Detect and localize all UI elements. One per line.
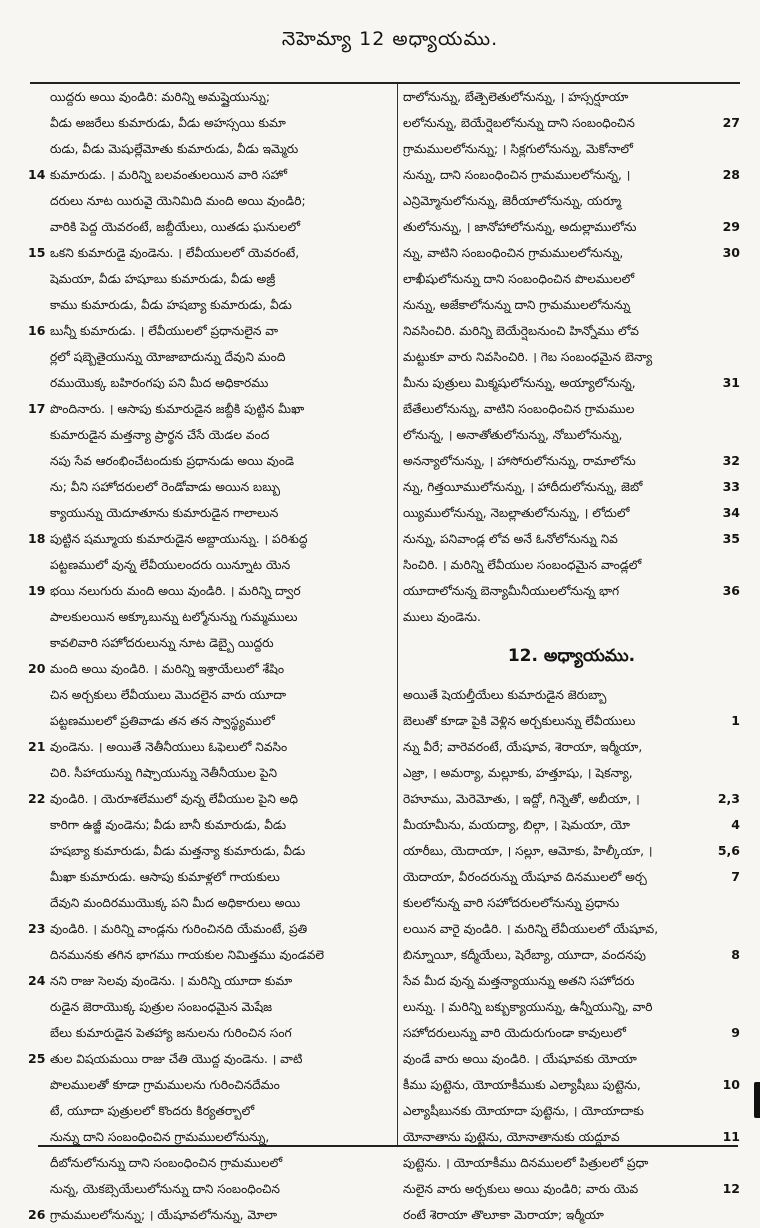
text-line	[28, 1176, 395, 1202]
line-text: పట్టణములో వున్న లేవీయులందరు యిన్నూట యెన	[50, 558, 291, 572]
line-text: తులోనున్ను, । జానోహాలోనున్ను, అదుల్లాములోను	[403, 220, 637, 234]
line-text: నులైన వారు అర్చకులు అయి వుండిరి; వారు యెవ	[403, 1182, 639, 1196]
text-line	[28, 760, 395, 786]
page-header	[40, 0, 740, 82]
verse-number: 8	[729, 942, 740, 968]
text-line	[403, 942, 740, 968]
line-text: మీను పుత్రులు మిక్మషులోనున్ను, అయ్యాలోనున్న,	[403, 376, 636, 390]
text-line	[28, 1020, 395, 1046]
text-line	[28, 318, 395, 344]
line-text: పుట్టిన షమ్మూయ కుమారుడైన అబ్దాయున్ను. । పరిశుద్ధ	[50, 532, 308, 546]
right-column	[403, 84, 740, 1228]
line-text: దేవుని మందిరముయొక్క పని మీద అధికారులు అయి	[50, 896, 301, 910]
line-text: యోనాతాను పుట్టెను, యోనాతానుకు యద్దూవ	[403, 1130, 620, 1144]
text-line	[28, 656, 395, 682]
text-line	[28, 942, 395, 968]
text-line	[28, 604, 395, 630]
verse-number: 5,6	[716, 838, 740, 864]
text-line	[28, 994, 395, 1020]
line-text: రుడు, వీడు మెషుల్లేమోతు కుమారుడు, వీడు ఇమ్మెరు	[50, 142, 299, 156]
line-text: రంటే శెరాయా తొలూకా మెరాయా; ఇర్మీయా	[403, 1208, 604, 1222]
text-line	[28, 292, 395, 318]
text-line	[403, 422, 740, 448]
text-line	[403, 1020, 740, 1046]
text-line	[28, 214, 395, 240]
text-line	[28, 916, 395, 942]
verse-number: 4	[729, 812, 740, 838]
text-line	[28, 838, 395, 864]
text-line	[403, 396, 740, 422]
verse-number: 24	[28, 973, 46, 988]
verse-number: 17	[28, 401, 46, 416]
line-text: రెహూము, మెరెమోతు, । ఇద్దో, గిన్నెతో, అబీయా, ।	[403, 792, 640, 806]
line-text: నున్ను, పనివాండ్ల లోవ అనే ఓనోలోనున్ను నివ	[403, 532, 618, 546]
line-text: చిన అర్చకులు లేవీయులు మొదలైన వారు యూదా	[50, 688, 287, 702]
text-line	[403, 890, 740, 916]
line-text: యెదాయా, వీరందరున్ను యేషూవ దినములలో అర్చ	[403, 870, 647, 884]
line-text: లాఖీషులోనున్ను దాని సంబంధించిన పొలములలో	[403, 272, 635, 286]
text-line	[28, 240, 395, 266]
verse-number: 7	[729, 864, 740, 890]
text-line	[28, 396, 395, 422]
verse-number: 36	[721, 578, 740, 604]
verse-number: 16	[28, 323, 46, 338]
line-text: గ్రామములలోనున్ను; । యేషూవలోనున్ను, మోలా	[50, 1208, 277, 1222]
text-line	[28, 84, 395, 110]
verse-number: 14	[28, 167, 46, 182]
text-line	[403, 214, 740, 240]
line-text: కులలోనున్న వారి సహోదరులలోనున్ను ప్రధాను	[403, 896, 620, 910]
line-text: ములు వుండెను.	[403, 610, 481, 624]
line-text: దరులు నూట యిరువై యెనిమిది మంది అయి వుండిరి;	[50, 194, 306, 208]
text-line	[28, 1150, 395, 1176]
verse-number: 31	[721, 370, 740, 396]
running-title: నెహెమ్యా 12 అధ్యాయము.	[281, 27, 499, 50]
verse-number: 33	[721, 474, 740, 500]
line-text: కావలివారి సహోదరులున్ను నూట డెబ్బై యిద్దరు	[50, 636, 274, 650]
line-text: ర్లలో షబ్బెతైయున్ను యోజాబాదున్ను దేవుని మంది	[50, 350, 286, 364]
line-text: మంది అయి వుండిరి. । మరిన్ని ఇశ్రాయేలులో శేషిం	[50, 662, 285, 676]
line-text: పుట్టెను. । యోయాకీము దినములలో పిత్రులలో ప్రధా	[403, 1156, 649, 1170]
line-text: కాము కుమారుడు, వీడు హషబ్యా కుమారుడు, వీడు	[50, 298, 292, 312]
line-text: కీము పుట్టెను, యోయాకీముకు ఎల్యాషీబు పుట్టెను,	[403, 1078, 641, 1092]
text-line	[28, 734, 395, 760]
line-text: ఎజ్రా, । అమర్యా, మల్లూకు, హత్తూషు, । షెకన్యా,	[403, 766, 633, 780]
text-line	[28, 422, 395, 448]
line-text: దీబోనులోనున్ను దాని సంబంధించిన గ్రామములలో	[50, 1156, 283, 1170]
line-text: లున్ను. । మరిన్ని బక్బుక్యాయున్ను, ఉన్నీయున్ని, వారి	[403, 1000, 653, 1014]
verse-number: 25	[28, 1051, 46, 1066]
chapter-heading: 12. అధ్యాయము.	[507, 646, 636, 666]
line-text: మట్టుకూ వారు నివసించిరి. । గెబ సంబంధమైన బెన్యా	[403, 350, 653, 364]
text-line	[403, 786, 740, 812]
verse-number: 2,3	[716, 786, 740, 812]
text-line	[403, 1072, 740, 1098]
left-column	[28, 84, 395, 1228]
verse-number: 27	[721, 110, 740, 136]
text-line	[28, 630, 395, 656]
text-line	[403, 994, 740, 1020]
line-text: లయిన వారై వుండిరి. । మరిన్ని లేవీయులలో యేషూవ,	[403, 922, 659, 936]
line-text: షెమయా, వీడు హషూబు కుమారుడు, వీడు అజ్రీ	[50, 272, 276, 286]
text-line	[28, 448, 395, 474]
verse-number: 35	[721, 526, 740, 552]
line-text: అనన్యాలోనున్ను, । హాసోరులోనున్ను, రామాలోను	[403, 454, 636, 468]
chapter-11-continuation	[403, 84, 740, 630]
verse-number: 21	[28, 739, 46, 754]
text-line	[403, 292, 740, 318]
text-line	[403, 162, 740, 188]
line-text: మీయామీను, మయద్యా, బిల్గా, । షెమయా, యో	[403, 818, 630, 832]
line-text: యిద్దరు అయి వుండిరి: మరిన్ని అమష్షైయున్ను;	[50, 90, 270, 104]
line-text: దాలోనున్ను, బేత్పెలెతులోనున్ను, । హస్సర్షూయా	[403, 90, 629, 104]
line-text: నున్ను, దాని సంబంధించిన గ్రామములలోనున్న, ।	[403, 168, 631, 182]
line-text: నివసించిరి. మరిన్ని బెయేర్షెబనుంచి హిన్నోము లోవ	[403, 324, 639, 338]
verse-number: 15	[28, 245, 46, 260]
text-line	[403, 110, 740, 136]
text-line	[28, 552, 395, 578]
line-text: సేవ మీద వున్న మత్తన్యాయున్ను అతని సహోదరు	[403, 974, 635, 988]
text-line	[28, 578, 395, 604]
line-text: చిరి. సీహాయున్ను గిష్పాయున్ను నెతీనీయుల పైని	[50, 766, 278, 780]
verse-number: 23	[28, 921, 46, 936]
text-line	[403, 604, 740, 630]
text-line	[403, 734, 740, 760]
text-line	[28, 344, 395, 370]
line-text: పట్టణములలో ప్రతివాడు తన తన స్వాస్థ్యములో	[50, 714, 275, 728]
text-line	[28, 1202, 395, 1228]
text-line	[403, 682, 740, 708]
line-text: వుండిరి. । యెరూశలేములో వున్న లేవీయుల పైని అధి	[50, 792, 298, 806]
text-line	[403, 474, 740, 500]
text-line	[403, 448, 740, 474]
text-line	[28, 968, 395, 994]
line-text: కుమారుడు. । మరిన్ని బలవంతులయిన వారి సహో	[50, 168, 288, 182]
line-text: లోనున్న, । అనాతోతులోనున్ను, నోబులోనున్ను,	[403, 428, 623, 442]
text-line	[403, 526, 740, 552]
line-text: తుల విషయమయి రాజు చేతి యొద్ద వుండెను. । వాటి	[50, 1052, 303, 1066]
text-line	[28, 786, 395, 812]
text-line	[28, 708, 395, 734]
line-text: వుండే వారు అయి వుండిరి. । యేషూవకు యోయా	[403, 1052, 637, 1066]
line-text: వుండెను. । అయితే నెతీనీయులు ఓఫెలులో నివసిం	[50, 740, 288, 754]
verse-number: 1	[729, 708, 740, 734]
text-line	[403, 812, 740, 838]
line-text: యారీబు, యెదాయా, । సల్లూ, ఆమోకు, హిల్కీయా, ।	[403, 844, 653, 858]
line-text: కుమారుడైన మత్తన్యా ప్రార్థన చేసే యెడల వంద	[50, 428, 270, 442]
text-line	[403, 1098, 740, 1124]
verse-number: 18	[28, 531, 46, 546]
line-text: పొందినారు. । ఆసాపు కుమారుడైన జబ్దీకి పుట్టిన మీఖా	[50, 402, 305, 416]
line-text: నున్ను దాని సంబంధించిన గ్రామములలోనున్ను,	[50, 1130, 270, 1144]
text-line	[28, 890, 395, 916]
text-line	[28, 526, 395, 552]
line-text: న్ను వీరే; వారెవరంటే, యేషూవ, శెరాయా, ఇర్మీయా,	[403, 740, 643, 754]
text-line	[28, 864, 395, 890]
text-line	[403, 1176, 740, 1202]
line-text: బేతేలులోనున్ను, వాటిని సంబంధించిన గ్రామముల	[403, 402, 635, 416]
text-line	[403, 1150, 740, 1176]
column-divider	[397, 84, 398, 1145]
line-text: నపు సేవ ఆరంభించేటందుకు ప్రధానుడు అయి వుండె	[50, 454, 295, 468]
text-line	[28, 474, 395, 500]
line-text: లలోనున్ను, బెయేర్షెబలోనున్ను దాని సంబంధించిన	[403, 116, 635, 130]
text-line	[28, 500, 395, 526]
line-text: భయి నలుగురు మంది అయి వుండిరి. । మరిన్ని ద్వార	[50, 584, 301, 598]
verse-number: 22	[28, 791, 46, 806]
text-line	[403, 500, 740, 526]
verse-number: 30	[721, 240, 740, 266]
line-text: వీడు అజరేలు కుమారుడు, వీడు అహస్సయి కుమా	[50, 116, 286, 130]
verse-number: 12	[721, 1176, 740, 1202]
line-text: యూదాలోనున్న బెన్యామీనీయులలోనున్న భాగ	[403, 584, 620, 598]
text-line	[403, 344, 740, 370]
verse-number: 34	[721, 500, 740, 526]
line-text: రుడైన జెరాయొక్క పుత్రుల సంబంధమైన మెషేజ	[50, 1000, 273, 1014]
verse-number: 9	[729, 1020, 740, 1046]
text-line	[403, 136, 740, 162]
text-line	[28, 1072, 395, 1098]
line-text: నని రాజు సెలవు వుండెను. । మరిన్ని యూదా కుమా	[50, 974, 293, 988]
verse-number: 26	[28, 1207, 46, 1222]
verse-number: 29	[721, 214, 740, 240]
line-text: బేలు కుమారుడైన పెతహ్యా జనులను గురించిన సంగ	[50, 1026, 292, 1040]
text-line	[28, 188, 395, 214]
verse-number: 19	[28, 583, 46, 598]
verse-number: 28	[721, 162, 740, 188]
line-text: గ్రామములలోనున్ను; । సిక్లగులోనున్ను, మెకోనాలో	[403, 142, 633, 156]
text-line	[403, 1202, 740, 1228]
text-line	[28, 162, 395, 188]
line-text: దినమునకు తగిన భాగము గాయకుల నిమిత్తము వుండవలె	[50, 948, 325, 962]
text-line	[28, 110, 395, 136]
text-line	[28, 682, 395, 708]
line-text: బిన్నూయీ, కద్మీయేలు, షెరేబ్యా, యూదా, వందనపు	[403, 948, 646, 962]
text-line	[28, 1046, 395, 1072]
text-line	[28, 136, 395, 162]
line-text: సించిరి. । మరిన్ని లేవీయుల సంబంధమైన వాండ్లలో	[403, 558, 642, 572]
text-line	[403, 318, 740, 344]
line-text: వారికి పెద్ద యెవరంటే, జబ్దీయేలు, యితడు ఘనులలో	[50, 220, 300, 234]
line-text: న్ను, వాటిని సంబంధించిన గ్రామములలోనున్ను,	[403, 246, 624, 260]
line-text: ఎన్రిమ్మోనులోనున్ను, జెరీయాలోనున్ను, యర్మూ	[403, 194, 622, 208]
text-line	[403, 370, 740, 396]
text-line	[403, 864, 740, 890]
line-text: మీఖా కుమారుడు. ఆసాపు కుమాళ్లలో గాయకులు	[50, 870, 280, 884]
text-line	[403, 708, 740, 734]
line-text: హషబ్యా కుమారుడు, వీడు మత్తన్యా కుమారుడు, వీడు	[50, 844, 306, 858]
text-line	[403, 916, 740, 942]
line-text: సహోదరులున్ను వారి యెదురుగుండా కావులులో	[403, 1026, 626, 1040]
line-text: కారిగా ఉజ్జీ వుండెను; వీడు బానీ కుమారుడు, వీడు	[50, 818, 287, 832]
text-line	[28, 812, 395, 838]
verse-number: 20	[28, 661, 46, 676]
line-text: పాలకులయిన అక్కూబున్ను టల్మోనున్ను గుమ్మములు	[50, 610, 298, 624]
line-text: నున్న, యెకబ్సెయేలులోనున్ను దాని సంబంధించిన	[50, 1182, 280, 1196]
text-line	[403, 84, 740, 110]
page-edge-mark	[754, 1082, 760, 1118]
line-text: అయితే షెయల్తీయేలు కుమారుడైన జెరుబ్బా	[403, 688, 607, 702]
verse-number: 11	[721, 1124, 740, 1150]
line-text: బెలుతో కూడా పైకి వెళ్లిన అర్చకులున్ను లేవీయులు	[403, 714, 636, 728]
line-text: రముయొక్క బహిరంగపు పని మీద అధికారము	[50, 376, 269, 390]
text-line	[403, 578, 740, 604]
text-line	[28, 1098, 395, 1124]
text-line	[403, 552, 740, 578]
text-line	[403, 838, 740, 864]
line-text: వుండిరి. । మరిన్ని వాండ్లను గురించినది యేమంటే, ప్రతి	[50, 922, 308, 936]
line-text: నున్ను, అజేకాలోనున్ను దాని గ్రామములలోనున్ను	[403, 298, 631, 312]
line-text: బున్నీ కుమారుడు. । లేవీయులలో ప్రధానులైన వా	[50, 324, 279, 338]
line-text: ఒకని కుమారుడై వుండెను. । లేవీయులలో యెవరంటే,	[50, 246, 300, 260]
text-line	[403, 760, 740, 786]
line-text: య్యిములోనున్ను, నెబల్లాతులోనున్ను, । లోదులో	[403, 506, 630, 520]
line-text: న్ను, గిత్తయీములోనున్ను, । హాదీదులోనున్ను, జెబో	[403, 480, 643, 494]
verse-number: 10	[721, 1072, 740, 1098]
text-line	[403, 968, 740, 994]
line-text: టే, యూదా పుత్రులలో కొందరు కిర్యతర్బాలో	[50, 1104, 255, 1118]
text-line	[28, 370, 395, 396]
footer-rule	[38, 1145, 738, 1147]
text-line	[403, 188, 740, 214]
line-text: క్యాయున్ను యెదూతూను కుమారుడైన గాలాలున	[50, 506, 279, 520]
text-line	[403, 1046, 740, 1072]
line-text: ఎల్యాషీబునకు యోయాదా పుట్టెను, । యోయాదాకు	[403, 1104, 644, 1118]
text-line	[403, 240, 740, 266]
verse-number: 32	[721, 448, 740, 474]
text-line	[403, 266, 740, 292]
text-line	[28, 266, 395, 292]
line-text: పొలములతో కూడా గ్రామములను గురించినదేమం	[50, 1078, 280, 1092]
line-text: ను; వీని సహోదరులలో రెండోవాడు అయిన బబ్బు	[50, 480, 281, 494]
